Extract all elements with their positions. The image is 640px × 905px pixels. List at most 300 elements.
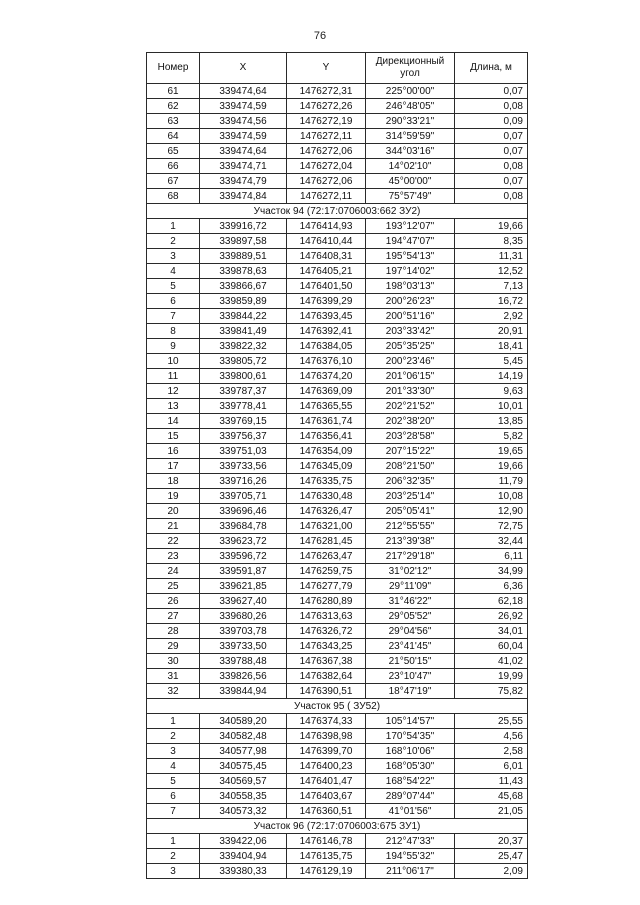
cell-number: 2 [147,729,200,744]
cell-number: 15 [147,429,200,444]
cell-direction-angle: 198°03'13" [366,279,455,294]
cell-y: 1476374,20 [287,369,366,384]
cell-x: 339627,40 [200,594,287,609]
cell-y: 1476277,79 [287,579,366,594]
header-y: Y [287,53,366,84]
cell-direction-angle: 201°33'30" [366,384,455,399]
cell-y: 1476369,09 [287,384,366,399]
cell-number: 62 [147,99,200,114]
cell-length: 2,09 [455,864,528,879]
cell-direction-angle: 23°41'45" [366,639,455,654]
cell-y: 1476272,06 [287,144,366,159]
table-row [147,324,528,339]
cell-direction-angle: 41°01'56" [366,804,455,819]
cell-length: 19,99 [455,669,528,684]
section-title: Участок 94 (72:17:0706003:662 ЗУ2) [147,204,528,219]
cell-x: 339474,59 [200,129,287,144]
cell-direction-angle: 170°54'35" [366,729,455,744]
cell-direction-angle: 200°23'46" [366,354,455,369]
table-row [147,174,528,189]
table-row [147,759,528,774]
cell-x: 339623,72 [200,534,287,549]
cell-x: 339826,56 [200,669,287,684]
cell-length: 72,75 [455,519,528,534]
table-row [147,534,528,549]
cell-direction-angle: 193°12'07" [366,219,455,234]
cell-x: 339474,56 [200,114,287,129]
cell-length: 4,56 [455,729,528,744]
cell-direction-angle: 205°35'25" [366,339,455,354]
cell-x: 339733,56 [200,459,287,474]
cell-number: 1 [147,219,200,234]
cell-y: 1476280,89 [287,594,366,609]
cell-number: 2 [147,849,200,864]
cell-direction-angle: 344°03'16" [366,144,455,159]
cell-direction-angle: 31°02'12" [366,564,455,579]
table-row [147,774,528,789]
cell-y: 1476272,19 [287,114,366,129]
cell-number: 28 [147,624,200,639]
cell-y: 1476281,45 [287,534,366,549]
cell-length: 0,07 [455,174,528,189]
cell-y: 1476135,75 [287,849,366,864]
cell-direction-angle: 205°05'41" [366,504,455,519]
cell-x: 340575,45 [200,759,287,774]
cell-length: 0,08 [455,189,528,204]
cell-number: 17 [147,459,200,474]
section-title: Участок 95 ( ЗУ52) [147,699,528,714]
cell-length: 41,02 [455,654,528,669]
cell-direction-angle: 197°14'02" [366,264,455,279]
header-length: Длина, м [455,53,528,84]
cell-length: 10,01 [455,399,528,414]
cell-direction-angle: 203°25'14" [366,489,455,504]
table-row [147,789,528,804]
cell-x: 340582,48 [200,729,287,744]
cell-length: 26,92 [455,609,528,624]
cell-number: 21 [147,519,200,534]
cell-direction-angle: 194°47'07" [366,234,455,249]
cell-x: 340573,32 [200,804,287,819]
cell-direction-angle: 45°00'00" [366,174,455,189]
page-number: 76 [313,30,327,42]
cell-y: 1476330,48 [287,489,366,504]
cell-y: 1476354,09 [287,444,366,459]
cell-direction-angle: 246°48'05" [366,99,455,114]
cell-number: 11 [147,369,200,384]
cell-number: 13 [147,399,200,414]
cell-direction-angle: 201°06'15" [366,369,455,384]
cell-length: 12,52 [455,264,528,279]
cell-direction-angle: 14°02'10" [366,159,455,174]
table-row [147,714,528,729]
cell-direction-angle: 290°33'21" [366,114,455,129]
cell-direction-angle: 105°14'57" [366,714,455,729]
cell-length: 13,85 [455,414,528,429]
cell-length: 11,79 [455,474,528,489]
cell-x: 340577,98 [200,744,287,759]
cell-y: 1476399,70 [287,744,366,759]
cell-y: 1476410,44 [287,234,366,249]
cell-x: 339696,46 [200,504,287,519]
cell-length: 32,44 [455,534,528,549]
cell-y: 1476335,75 [287,474,366,489]
cell-y: 1476401,47 [287,774,366,789]
cell-length: 0,07 [455,129,528,144]
table-row [147,159,528,174]
cell-length: 20,37 [455,834,528,849]
table-row [147,294,528,309]
cell-length: 9,63 [455,384,528,399]
cell-y: 1476382,64 [287,669,366,684]
cell-length: 25,55 [455,714,528,729]
cell-direction-angle: 213°39'38" [366,534,455,549]
cell-y: 1476272,11 [287,189,366,204]
cell-number: 3 [147,864,200,879]
table-row [147,864,528,879]
table-row [147,309,528,324]
cell-direction-angle: 29°11'09" [366,579,455,594]
cell-length: 19,66 [455,219,528,234]
table-row [147,279,528,294]
cell-x: 339703,78 [200,624,287,639]
cell-length: 34,01 [455,624,528,639]
cell-y: 1476345,09 [287,459,366,474]
cell-direction-angle: 211°06'17" [366,864,455,879]
cell-x: 339859,89 [200,294,287,309]
cell-length: 18,41 [455,339,528,354]
cell-x: 339878,63 [200,264,287,279]
table-row [147,414,528,429]
cell-direction-angle: 202°38'20" [366,414,455,429]
cell-x: 339844,94 [200,684,287,699]
cell-number: 29 [147,639,200,654]
cell-x: 339844,22 [200,309,287,324]
cell-number: 8 [147,324,200,339]
table-row [147,519,528,534]
cell-direction-angle: 314°59'59" [366,129,455,144]
cell-x: 339404,94 [200,849,287,864]
cell-length: 6,36 [455,579,528,594]
cell-number: 63 [147,114,200,129]
cell-y: 1476367,38 [287,654,366,669]
cell-number: 2 [147,234,200,249]
cell-direction-angle: 195°54'13" [366,249,455,264]
cell-direction-angle: 200°51'16" [366,309,455,324]
cell-number: 9 [147,339,200,354]
cell-direction-angle: 194°55'32" [366,849,455,864]
cell-x: 339822,32 [200,339,287,354]
coordinates-table [146,52,528,879]
cell-length: 19,65 [455,444,528,459]
cell-number: 1 [147,834,200,849]
cell-length: 62,18 [455,594,528,609]
cell-length: 6,01 [455,759,528,774]
table-row [147,189,528,204]
cell-direction-angle: 21°50'15" [366,654,455,669]
cell-y: 1476263,47 [287,549,366,564]
table-row [147,474,528,489]
table-row [147,579,528,594]
cell-x: 339474,59 [200,99,287,114]
cell-y: 1476272,06 [287,174,366,189]
cell-y: 1476399,29 [287,294,366,309]
cell-length: 60,04 [455,639,528,654]
cell-length: 11,43 [455,774,528,789]
cell-number: 16 [147,444,200,459]
cell-direction-angle: 75°57'49" [366,189,455,204]
cell-direction-angle: 217°29'18" [366,549,455,564]
cell-number: 4 [147,264,200,279]
cell-y: 1476326,72 [287,624,366,639]
cell-number: 25 [147,579,200,594]
cell-x: 339897,58 [200,234,287,249]
cell-length: 2,58 [455,744,528,759]
cell-y: 1476392,41 [287,324,366,339]
cell-number: 23 [147,549,200,564]
cell-direction-angle: 225°00'00" [366,84,455,99]
cell-y: 1476272,11 [287,129,366,144]
cell-number: 66 [147,159,200,174]
cell-y: 1476374,33 [287,714,366,729]
cell-y: 1476376,10 [287,354,366,369]
cell-length: 10,08 [455,489,528,504]
cell-length: 0,07 [455,144,528,159]
cell-number: 10 [147,354,200,369]
table-row [147,264,528,279]
cell-x: 339474,84 [200,189,287,204]
cell-length: 75,82 [455,684,528,699]
cell-number: 22 [147,534,200,549]
section-row [147,204,528,219]
table-body [147,84,528,879]
cell-direction-angle: 168°54'22" [366,774,455,789]
cell-direction-angle: 202°21'52" [366,399,455,414]
cell-x: 339474,79 [200,174,287,189]
cell-x: 339787,37 [200,384,287,399]
cell-length: 25,47 [455,849,528,864]
table-row [147,99,528,114]
cell-length: 16,72 [455,294,528,309]
cell-x: 339422,06 [200,834,287,849]
table-row [147,594,528,609]
cell-number: 3 [147,744,200,759]
table-row [147,834,528,849]
table-row [147,84,528,99]
table-row [147,744,528,759]
cell-y: 1476414,93 [287,219,366,234]
cell-x: 339474,64 [200,144,287,159]
table-row [147,564,528,579]
table-row [147,459,528,474]
table-row [147,684,528,699]
table-row [147,669,528,684]
cell-number: 68 [147,189,200,204]
table-row [147,489,528,504]
cell-x: 339380,33 [200,864,287,879]
cell-number: 1 [147,714,200,729]
cell-number: 6 [147,294,200,309]
cell-direction-angle: 23°10'47" [366,669,455,684]
cell-y: 1476259,75 [287,564,366,579]
table-row [147,369,528,384]
cell-number: 65 [147,144,200,159]
cell-y: 1476384,05 [287,339,366,354]
cell-direction-angle: 168°10'06" [366,744,455,759]
cell-y: 1476146,78 [287,834,366,849]
cell-y: 1476365,55 [287,399,366,414]
cell-direction-angle: 29°04'56" [366,624,455,639]
cell-direction-angle: 31°46'22" [366,594,455,609]
cell-x: 339716,26 [200,474,287,489]
cell-length: 8,35 [455,234,528,249]
cell-number: 5 [147,279,200,294]
cell-direction-angle: 289°07'44" [366,789,455,804]
cell-y: 1476400,23 [287,759,366,774]
cell-x: 339684,78 [200,519,287,534]
table-row [147,129,528,144]
table-row [147,624,528,639]
cell-length: 20,91 [455,324,528,339]
cell-x: 339591,87 [200,564,287,579]
section-row [147,699,528,714]
cell-number: 61 [147,84,200,99]
cell-number: 3 [147,249,200,264]
cell-y: 1476393,45 [287,309,366,324]
cell-y: 1476343,25 [287,639,366,654]
cell-y: 1476326,47 [287,504,366,519]
cell-length: 0,07 [455,84,528,99]
table-row [147,639,528,654]
cell-y: 1476403,67 [287,789,366,804]
cell-number: 18 [147,474,200,489]
cell-x: 339916,72 [200,219,287,234]
cell-x: 339474,71 [200,159,287,174]
table-row [147,114,528,129]
table-row [147,144,528,159]
cell-y: 1476272,31 [287,84,366,99]
cell-number: 32 [147,684,200,699]
cell-y: 1476272,26 [287,99,366,114]
cell-direction-angle: 200°26'23" [366,294,455,309]
cell-y: 1476321,00 [287,519,366,534]
header-x: X [200,53,287,84]
cell-x: 339841,49 [200,324,287,339]
table-row [147,384,528,399]
cell-length: 5,45 [455,354,528,369]
cell-number: 31 [147,669,200,684]
cell-y: 1476272,04 [287,159,366,174]
cell-y: 1476129,19 [287,864,366,879]
cell-direction-angle: 212°55'55" [366,519,455,534]
cell-length: 0,08 [455,159,528,174]
cell-direction-angle: 203°33'42" [366,324,455,339]
cell-length: 0,09 [455,114,528,129]
cell-y: 1476398,98 [287,729,366,744]
cell-number: 7 [147,804,200,819]
cell-direction-angle: 206°32'35" [366,474,455,489]
cell-number: 14 [147,414,200,429]
cell-x: 339733,50 [200,639,287,654]
cell-number: 27 [147,609,200,624]
table-header-row [147,53,528,84]
cell-x: 339621,85 [200,579,287,594]
cell-length: 11,31 [455,249,528,264]
cell-x: 339596,72 [200,549,287,564]
cell-y: 1476390,51 [287,684,366,699]
cell-x: 339474,64 [200,84,287,99]
cell-y: 1476408,31 [287,249,366,264]
table-row [147,804,528,819]
cell-x: 339705,71 [200,489,287,504]
cell-number: 4 [147,759,200,774]
cell-x: 339756,37 [200,429,287,444]
table-row [147,504,528,519]
cell-length: 45,68 [455,789,528,804]
cell-direction-angle: 208°21'50" [366,459,455,474]
cell-number: 64 [147,129,200,144]
table-row [147,399,528,414]
cell-length: 21,05 [455,804,528,819]
table-row [147,234,528,249]
cell-y: 1476401,50 [287,279,366,294]
cell-number: 26 [147,594,200,609]
cell-direction-angle: 203°28'58" [366,429,455,444]
cell-direction-angle: 18°47'19" [366,684,455,699]
cell-number: 5 [147,774,200,789]
cell-x: 339769,15 [200,414,287,429]
table-row [147,849,528,864]
cell-direction-angle: 207°15'22" [366,444,455,459]
cell-length: 19,66 [455,459,528,474]
cell-direction-angle: 212°47'33" [366,834,455,849]
cell-length: 34,99 [455,564,528,579]
cell-x: 339751,03 [200,444,287,459]
section-row [147,819,528,834]
cell-x: 339805,72 [200,354,287,369]
cell-number: 67 [147,174,200,189]
table-row [147,429,528,444]
cell-length: 6,11 [455,549,528,564]
cell-number: 12 [147,384,200,399]
cell-x: 339680,26 [200,609,287,624]
cell-direction-angle: 168°05'30" [366,759,455,774]
cell-number: 19 [147,489,200,504]
table-row [147,339,528,354]
cell-x: 339800,61 [200,369,287,384]
header-direction-angle: Дирекционный угол [366,53,455,84]
cell-y: 1476361,74 [287,414,366,429]
cell-number: 7 [147,309,200,324]
cell-length: 2,92 [455,309,528,324]
cell-x: 339866,67 [200,279,287,294]
cell-y: 1476360,51 [287,804,366,819]
cell-y: 1476356,41 [287,429,366,444]
table-row [147,219,528,234]
table-row [147,354,528,369]
cell-length: 7,13 [455,279,528,294]
cell-length: 12,90 [455,504,528,519]
table-row [147,444,528,459]
table-row [147,729,528,744]
cell-length: 14,19 [455,369,528,384]
cell-number: 20 [147,504,200,519]
table-row [147,654,528,669]
table-row [147,549,528,564]
cell-x: 339788,48 [200,654,287,669]
cell-y: 1476405,21 [287,264,366,279]
cell-number: 6 [147,789,200,804]
